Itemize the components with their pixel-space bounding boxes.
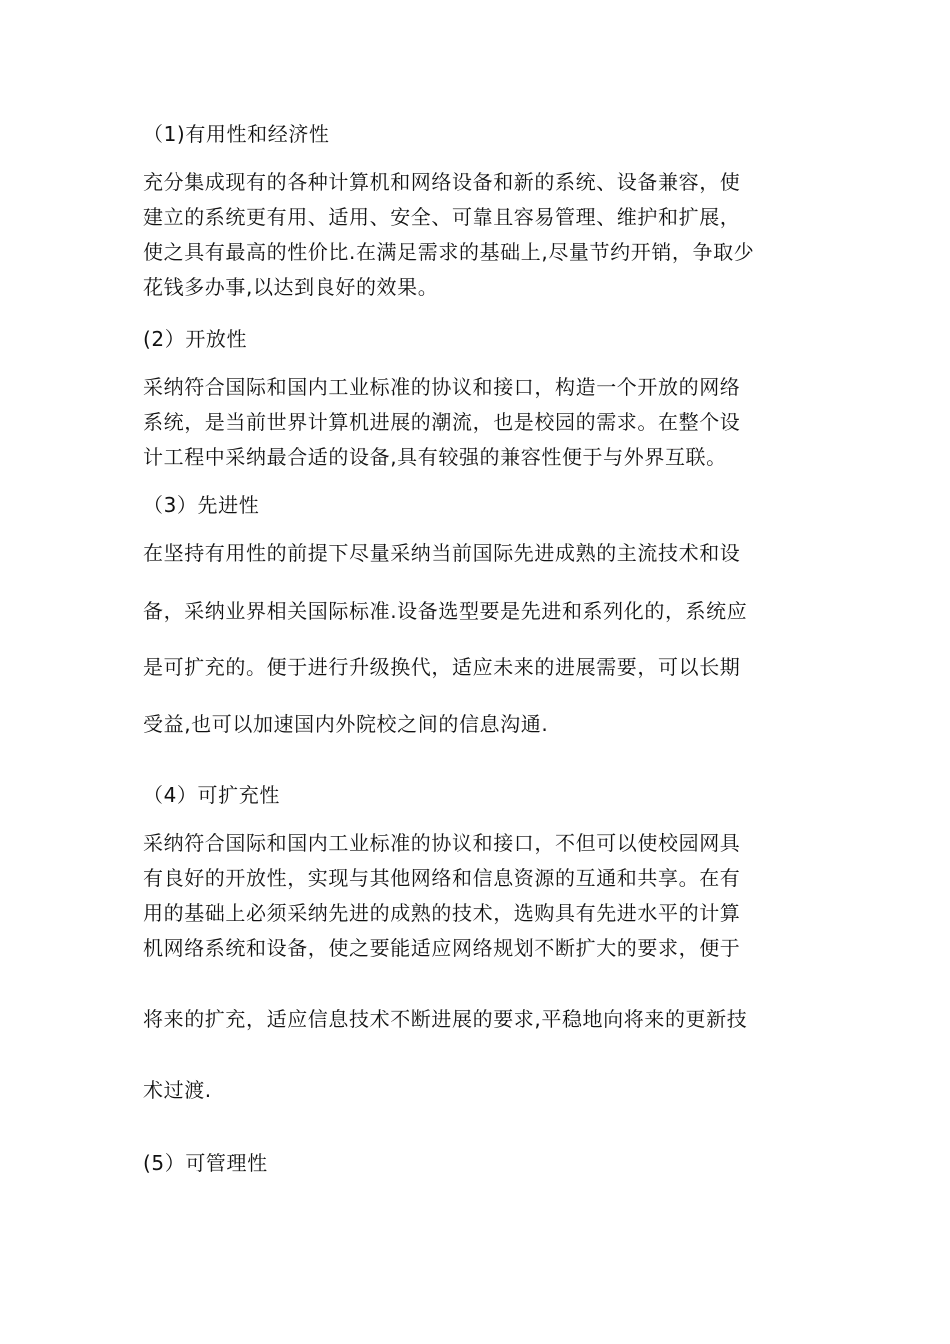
section-1-line-1: 充分集成现有的各种计算机和网络设备和新的系统、设备兼容，使 (143, 170, 741, 194)
section-3-line-2: 备，采纳业界相关国际标准.设备选型要是先进和系列化的，系统应 (143, 599, 748, 623)
section-3-heading: （3）先进性 (143, 493, 260, 517)
section-1-line-2: 建立的系统更有用、适用、安全、可靠且容易管理、维护和扩展， (143, 205, 741, 229)
section-4-line-4: 机网络系统和设备，使之要能适应网络规划不断扩大的要求，便于 (143, 936, 741, 960)
section-2-line-1: 采纳符合国际和国内工业标准的协议和接口，构造一个开放的网络 (143, 375, 741, 399)
section-2-line-2: 系统，是当前世界计算机进展的潮流，也是校园的需求。在整个设 (143, 410, 741, 434)
section-2-line-3: 计工程中采纳最合适的设备,具有较强的兼容性便于与外界互联。 (143, 445, 727, 469)
section-3-line-1: 在坚持有用性的前提下尽量采纳当前国际先进成熟的主流技术和设 (143, 541, 741, 565)
section-5-heading: (5）可管理性 (143, 1151, 268, 1175)
section-4-line-6: 术过渡. (143, 1078, 212, 1102)
section-4-line-5: 将来的扩充，适应信息技术不断进展的要求,平稳地向将来的更新技 (143, 1007, 748, 1031)
section-4-heading: （4）可扩充性 (143, 783, 280, 807)
section-3-line-3: 是可扩充的。便于进行升级换代，适应未来的进展需要，可以长期 (143, 655, 741, 679)
section-1-heading: （1)有用性和经济性 (143, 122, 330, 146)
section-4-line-1: 采纳符合国际和国内工业标准的协议和接口，不但可以使校园网具 (143, 831, 741, 855)
section-2-heading: (2）开放性 (143, 327, 248, 351)
section-1-line-3: 使之具有最高的性价比.在满足需求的基础上,尽量节约开销，争取少 (143, 240, 755, 264)
section-3-line-4: 受益,也可以加速国内外院校之间的信息沟通. (143, 712, 549, 736)
section-4-line-3: 用的基础上必须采纳先进的成熟的技术，选购具有先进水平的计算 (143, 901, 741, 925)
section-4-line-2: 有良好的开放性，实现与其他网络和信息资源的互通和共享。在有 (143, 866, 741, 890)
section-1-line-4: 花钱多办事,以达到良好的效果。 (143, 275, 439, 299)
